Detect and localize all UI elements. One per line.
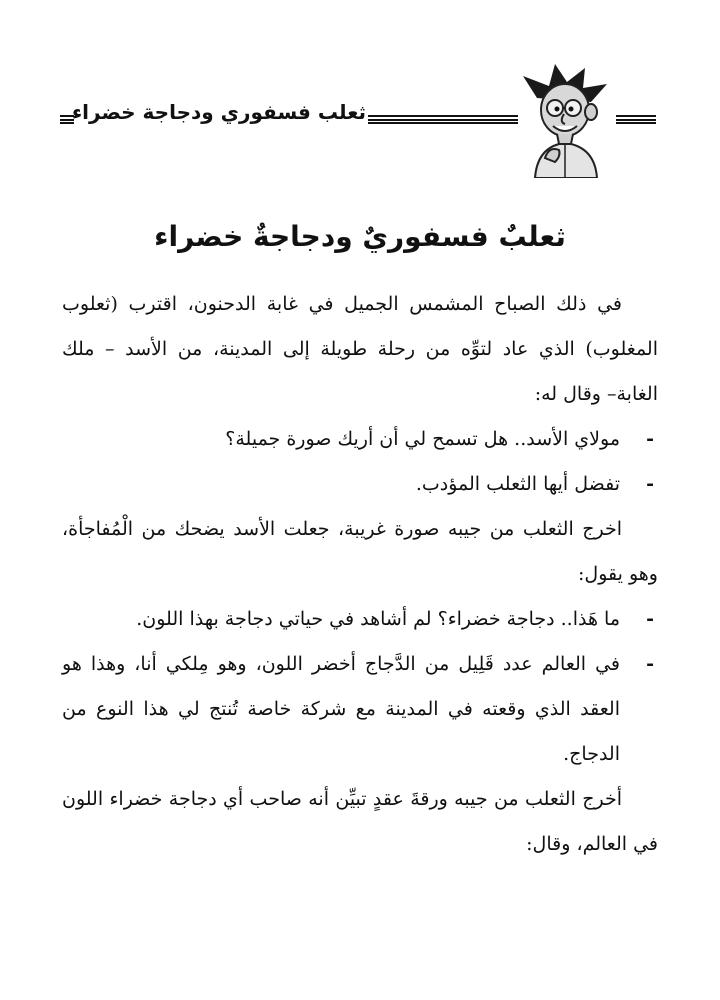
story-title: ثعلبٌ فسفوريٌ ودجاجةٌ خضراء: [154, 220, 566, 253]
dialog-line-3: [62, 597, 658, 642]
story-body: [62, 282, 658, 867]
dialog-line-2: [62, 462, 658, 507]
paragraph-2: اخرج الثعلب من جيبه صورة غريبة، جعلت الأسد يضحك من الْمُفاجأة، وهو يقول:: [62, 518, 658, 585]
running-title: ثعلب فسفوري ودجاجة خضراء: [71, 100, 366, 124]
header-rule-middle: [368, 115, 518, 124]
paragraph-1: في ذلك الصباح المشمس الجميل في غابة الدحنون، اقترب (ثعلوب المغلوب) الذي عاد لتوِّه من رحلة طويلة إلى المدينة، من الأسد – ملك الغابة– وقال له:: [62, 293, 658, 405]
dialog-line-1: [62, 417, 658, 462]
dialog-text: في العالم عدد قَلِيل من الدَّجاج أخضر اللون، وهو مِلكي أنا، وهذا هو العقد الذي وقعته في المدينة مع شركة خاصة تُنتج لي هذا النوع من الدجاج.: [62, 653, 620, 765]
dialog-dash: -: [646, 428, 654, 450]
dialog-text: مولاي الأسد.. هل تسمح لي أن أريك صورة جميلة؟: [225, 428, 620, 450]
header-rule-right: [616, 115, 656, 124]
dialog-text: ما هَذا.. دجاجة خضراء؟ لم أشاهد في حياتي دجاجة بهذا اللون.: [136, 608, 620, 630]
dialog-text: تفضل أيها الثعلب المؤدب.: [415, 473, 620, 495]
dialog-dash: -: [646, 473, 654, 495]
cartoon-character-icon: [515, 58, 615, 178]
dialog-dash: -: [646, 608, 654, 630]
dialog-line-4: [62, 642, 658, 777]
paragraph-3: أخرج الثعلب من جيبه ورقةَ عقدٍ تبيِّن أنه صاحب أي دجاجة خضراء اللون في العالم، وقال:: [62, 788, 658, 855]
dialog-dash: -: [646, 653, 654, 675]
running-header: [60, 88, 660, 178]
